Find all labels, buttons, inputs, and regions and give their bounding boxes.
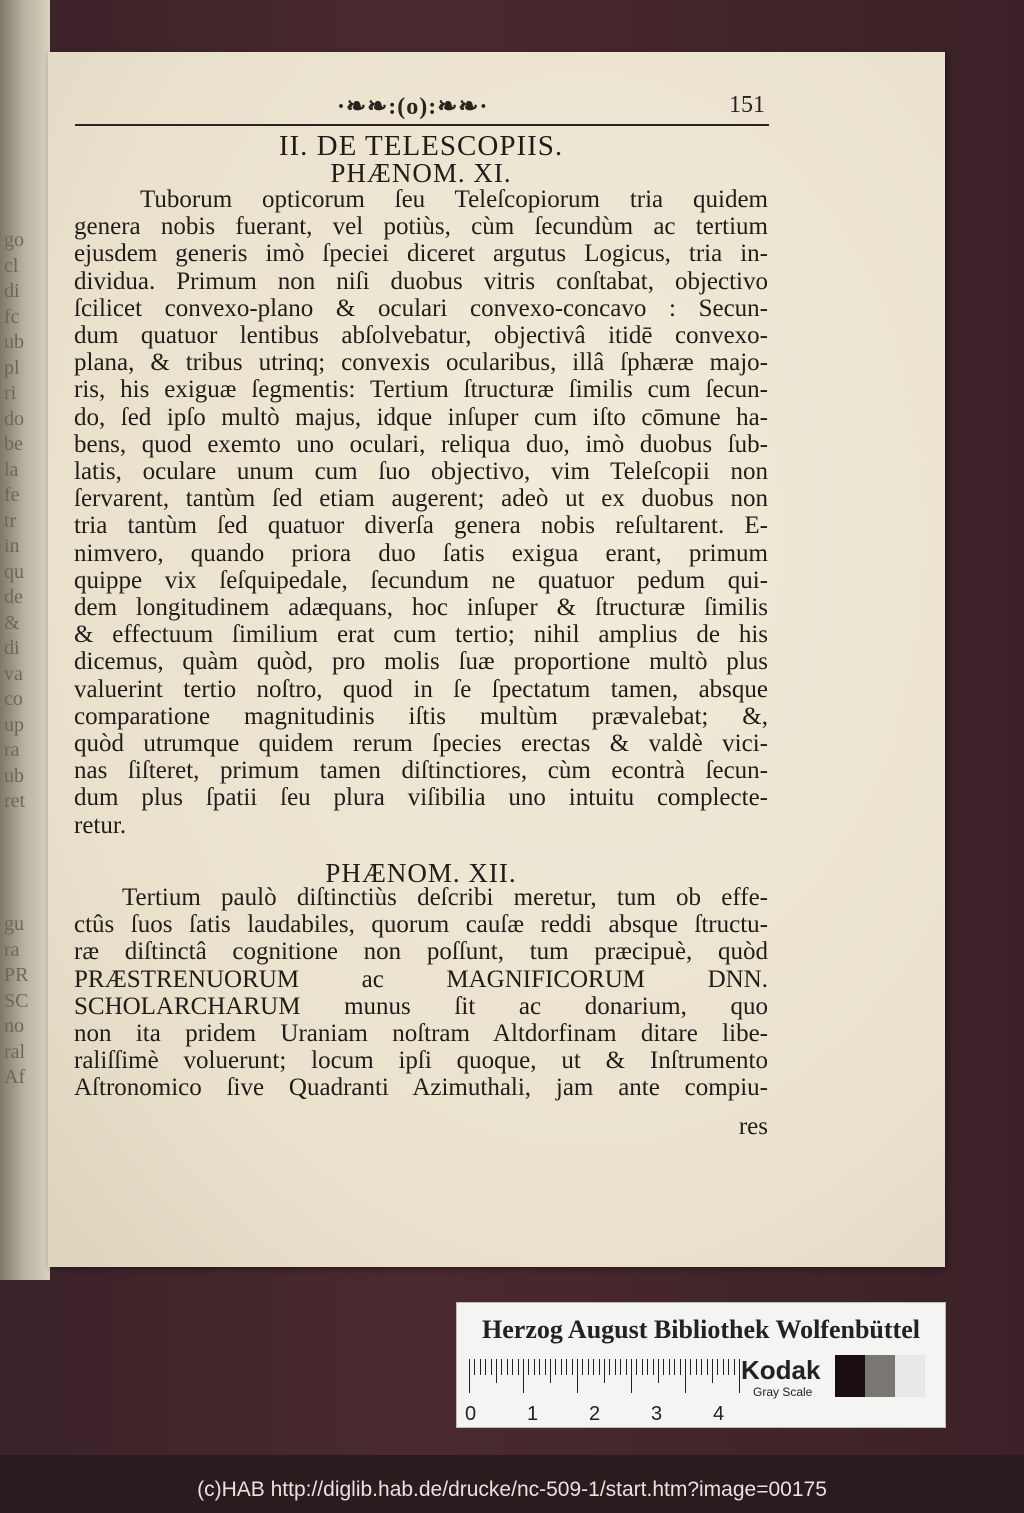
text-line: & effectuum ſimilium erat cum tertio; nihil amplius de his xyxy=(74,621,768,649)
header-rule xyxy=(75,124,769,126)
ruler-tick xyxy=(658,1359,659,1383)
text-line: retur. xyxy=(74,811,127,839)
ruler-tick xyxy=(609,1359,610,1375)
section-heading: II. DE TELESCOPIIS. xyxy=(278,130,564,162)
text-line: PRÆSTRENUORUM ac MAGNIFICORUM DNN. xyxy=(74,965,768,993)
adjacent-fragment: qu xyxy=(4,560,24,583)
adjacent-fragment: PR xyxy=(4,964,29,986)
ruler-tick xyxy=(496,1359,497,1383)
adjacent-fragment: in xyxy=(4,535,20,557)
ruler-tick xyxy=(701,1359,702,1375)
ruler-tick xyxy=(696,1359,697,1375)
adjacent-fragment: di xyxy=(4,637,20,659)
ruler-number: 4 xyxy=(713,1403,725,1425)
ruler-tick xyxy=(669,1359,670,1375)
ruler-tick xyxy=(593,1359,594,1375)
ruler-tick xyxy=(734,1359,735,1375)
ruler-tick xyxy=(588,1359,589,1375)
header-ornament: ·❧❧:(o):❧❧· xyxy=(337,94,489,120)
text-line: valuerint tertio noſtro, quod in ſe ſpectatum tamen, absque xyxy=(74,675,768,703)
adjacent-fragment: ub xyxy=(4,331,24,353)
adjacent-fragment: & xyxy=(4,611,20,634)
ruler-tick xyxy=(518,1359,519,1375)
ruler-number: 3 xyxy=(651,1403,663,1425)
ruler-tick xyxy=(599,1359,600,1375)
adjacent-fragment: di xyxy=(4,280,20,302)
ruler-tick xyxy=(680,1359,681,1375)
ruler-tick xyxy=(712,1359,713,1383)
text-line: dum plus ſpatii ſeu plura viſibilia uno intuitu complecte- xyxy=(74,784,768,812)
kodak-brand: Kodak xyxy=(741,1355,821,1385)
ruler-tick xyxy=(550,1359,551,1383)
adjacent-fragment: go xyxy=(4,229,24,251)
adjacent-fragment: la xyxy=(4,458,19,481)
adjacent-page-text-lower xyxy=(4,912,44,1091)
gray-patch-dark xyxy=(835,1355,865,1397)
phenomenon-heading-xi: PHÆNOM. XI. xyxy=(330,158,512,188)
text-line: dicemus, quàm quòd, pro molis ſuæ proportione multò plus xyxy=(74,648,768,676)
adjacent-fragment: ra xyxy=(4,938,20,961)
ruler-tick xyxy=(577,1359,578,1393)
gray-patch-light xyxy=(895,1355,925,1397)
library-name: Herzog August Bibliothek Wolfenbüttel xyxy=(482,1315,920,1344)
ruler-tick xyxy=(491,1359,492,1375)
adjacent-fragment: de xyxy=(4,586,23,608)
phenomenon-heading-xii: PHÆNOM. XII. xyxy=(325,858,517,888)
ruler-tick xyxy=(690,1359,691,1375)
ruler-tick xyxy=(717,1359,718,1375)
adjacent-fragment: no xyxy=(4,1015,24,1037)
adjacent-fragment: ra xyxy=(4,739,20,761)
text-line: Tuborum opticorum ſeu Teleſcopiorum tria quidem xyxy=(140,186,768,213)
text-line: comparatione magnitudinis iſtis multùm prævalebat; &, xyxy=(74,702,768,730)
adjacent-fragment: fc xyxy=(4,305,20,328)
text-line: raliſſimè voluerunt; locum ipſi quoque, ut & Inſtrumento xyxy=(74,1047,768,1075)
ruler-tick xyxy=(555,1359,556,1375)
text-line: tria tantùm ſed quatuor diverſa genera nobis reſultarent. E- xyxy=(74,512,768,540)
ruler-tick xyxy=(539,1359,540,1375)
running-header xyxy=(75,92,765,122)
text-line: ſervarent, tantùm ſed etiam augerent; adeò ut ex duobus non xyxy=(74,485,768,513)
ruler-tick xyxy=(582,1359,583,1375)
library-label-card xyxy=(456,1302,946,1428)
text-line: ræ diſtinctâ cognitione non poſſunt, tum præcipuè, quòd xyxy=(74,938,768,966)
adjacent-page-edge xyxy=(0,0,50,1280)
text-line: nas ſiſteret, primum tamen diſtinctiores, cùm econtrà ſecun- xyxy=(74,757,768,785)
adjacent-fragment: Af xyxy=(4,1066,26,1088)
ruler-tick xyxy=(631,1359,632,1393)
ruler-tick xyxy=(620,1359,621,1375)
copyright-footer: (c)HAB http://diglib.hab.de/drucke/nc-509-1/start.htm?image=00175 xyxy=(197,1478,827,1501)
ruler-tick xyxy=(480,1359,481,1375)
text-line: genera nobis fuerant, vel potiùs, cùm ſecundùm ac tertium xyxy=(74,213,768,241)
adjacent-fragment: up xyxy=(4,713,24,736)
ruler-tick xyxy=(545,1359,546,1375)
ruler-tick xyxy=(523,1359,524,1393)
ruler-tick xyxy=(561,1359,562,1375)
ruler-tick xyxy=(663,1359,664,1375)
text-line: dem longitudinem adæquans, hoc inſuper & ſtructuræ ſimilis xyxy=(74,594,768,621)
ruler-tick xyxy=(626,1359,627,1375)
adjacent-fragment: co xyxy=(4,688,23,710)
ruler-tick xyxy=(528,1359,529,1375)
adjacent-fragment: ub xyxy=(4,764,24,787)
catchword: res xyxy=(738,1113,768,1140)
text-line: ſcilicet convexo-plano & oculari convexo-concavo : Secun- xyxy=(74,294,768,322)
adjacent-fragment: ral xyxy=(4,1040,26,1063)
text-line: SCHOLARCHARUM munus ſit ac donarium, quo xyxy=(74,992,768,1020)
text-line: ctûs ſuos ſatis laudabiles, quorum cauſæ reddi absque ſtructu- xyxy=(74,911,768,939)
ruler-tick xyxy=(723,1359,724,1375)
text-line: ris, his exiguæ ſegmentis: Tertium ſtructuræ ſimilis cum ſecun- xyxy=(74,376,768,404)
adjacent-fragment: va xyxy=(4,662,23,685)
ruler-number: 2 xyxy=(589,1403,601,1425)
ruler-tick xyxy=(572,1359,573,1375)
ruler-tick xyxy=(512,1359,513,1375)
text-line: dum quatuor lentibus abſolvebatur, objectivâ itidē convexo- xyxy=(74,322,768,349)
text-line: do, ſed ipſo multò majus, idque inſuper cum iſto cōmune ha- xyxy=(74,403,768,431)
ruler-tick xyxy=(653,1359,654,1375)
ruler-tick xyxy=(647,1359,648,1375)
adjacent-fragment: gu xyxy=(4,913,24,935)
adjacent-fragment: SC xyxy=(4,989,29,1012)
ruler-number: 1 xyxy=(527,1403,539,1425)
ruler-tick xyxy=(642,1359,643,1375)
text-line: quippe vix ſeſquipedale, ſecundum ne quatuor pedum qui- xyxy=(74,566,768,594)
ruler-tick xyxy=(685,1359,686,1393)
adjacent-fragment: fe xyxy=(4,484,20,506)
ruler-tick xyxy=(474,1359,475,1375)
ruler-tick xyxy=(566,1359,567,1375)
ruler-tick xyxy=(674,1359,675,1375)
gray-patch-mid xyxy=(865,1355,895,1397)
adjacent-fragment: be xyxy=(4,433,23,455)
text-line: bens, quod exemto uno oculari, reliqua duo, imò duobus ſub- xyxy=(74,430,768,458)
adjacent-fragment: pl xyxy=(4,356,20,379)
text-line: nimvero, quando priora duo ſatis exigua erant, primum xyxy=(74,539,768,567)
ruler-tick xyxy=(507,1359,508,1375)
text-line: dividua. Primum non niſi duobus vitris conſtabat, objectivo xyxy=(74,267,768,295)
ruler-tick xyxy=(604,1359,605,1383)
ruler-tick xyxy=(636,1359,637,1375)
adjacent-page-text xyxy=(4,228,44,815)
ruler-tick xyxy=(469,1359,470,1393)
page-number: 151 xyxy=(729,92,765,118)
text-line: Aſtronomico ſive Quadranti Azimuthali, jam ante compiu- xyxy=(74,1074,768,1102)
ruler-tick xyxy=(739,1359,740,1393)
ruler-tick xyxy=(707,1359,708,1375)
adjacent-fragment: tr xyxy=(4,509,17,532)
text-line: non ita pridem Uraniam noſtram Altdorfinam ditare libe- xyxy=(74,1020,768,1047)
ruler-tick xyxy=(728,1359,729,1375)
ruler-number: 0 xyxy=(465,1403,477,1425)
ruler-tick xyxy=(485,1359,486,1375)
ruler-tick xyxy=(615,1359,616,1375)
adjacent-fragment: do xyxy=(4,407,24,430)
text-line: ejusdem generis imò ſpeciei diceret argutus Logicus, tria in- xyxy=(74,240,768,268)
adjacent-fragment: cl xyxy=(4,254,19,277)
text-line: plana, & tribus utrinq; convexis ocularibus, illâ ſphæræ majo- xyxy=(74,349,768,377)
ruler-tick xyxy=(501,1359,502,1375)
text-line: Tertium paulò diſtinctiùs deſcribi meretur, tum ob effe- xyxy=(122,884,768,911)
gray-scale-label: Gray Scale xyxy=(753,1385,813,1399)
adjacent-fragment: ret xyxy=(4,790,26,812)
text-line: quòd utrumque quidem rerum ſpecies erectas & valdè vici- xyxy=(74,730,768,757)
ruler-tick xyxy=(534,1359,535,1375)
text-line: latis, oculare unum cum ſuo objectivo, vim Teleſcopii non xyxy=(74,458,768,485)
scale-ruler xyxy=(465,1359,737,1425)
adjacent-fragment: ri xyxy=(4,382,17,404)
